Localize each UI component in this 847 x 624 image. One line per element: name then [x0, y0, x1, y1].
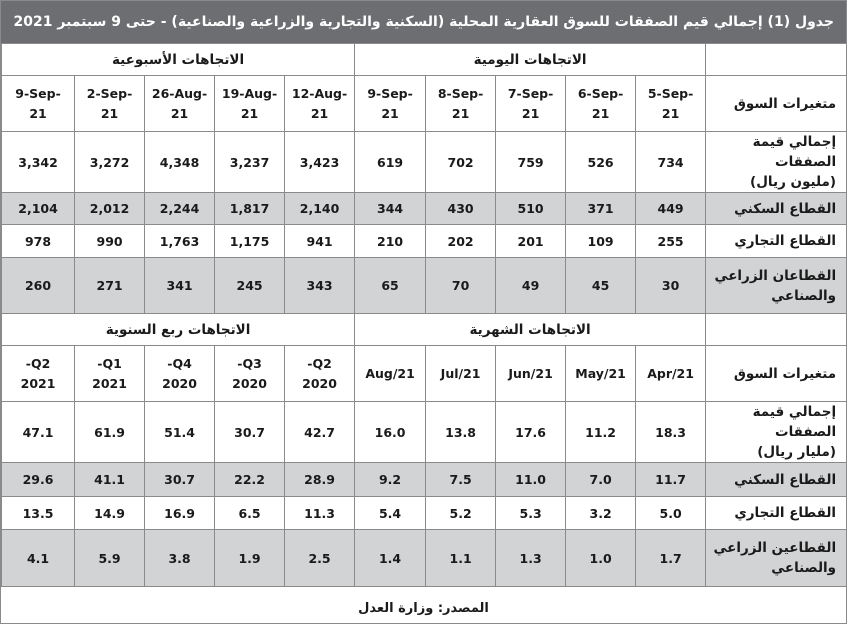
daily-col-header — [355, 76, 426, 132]
row-label-line: إجمالي قيمة الصفقات — [752, 134, 837, 170]
table-row — [2, 225, 847, 258]
monthly-col-header: Aug/21 — [355, 346, 426, 402]
quarterly-value-cell: 6.5 — [215, 497, 285, 530]
top-column-header-row — [2, 76, 847, 132]
monthly-value-cell: 11.7 — [636, 463, 706, 497]
daily-value-cell: 702 — [426, 132, 496, 193]
weekly-col-header — [145, 76, 215, 132]
daily-value-cell: 255 — [636, 225, 706, 258]
daily-col-header — [426, 76, 496, 132]
daily-value-cell: 526 — [566, 132, 636, 193]
weekly-col-header — [285, 76, 355, 132]
weekly-value-cell: 341 — [145, 258, 215, 314]
weekly-col-header-line: 26-Aug- — [151, 85, 208, 101]
quarterly-value-cell: 41.1 — [75, 463, 145, 497]
quarterly-col-header — [145, 346, 215, 402]
monthly-value-cell: 7.5 — [426, 463, 496, 497]
weekly-value-cell: 260 — [2, 258, 75, 314]
weekly-col-header-line: 12-Aug- — [291, 85, 348, 101]
quarterly-value-cell: 51.4 — [145, 402, 215, 463]
quarterly-trends-header: الاتجاهات ربع السنوية — [2, 314, 355, 346]
quarterly-value-cell: 13.5 — [2, 497, 75, 530]
weekly-col-header-line: 19-Aug- — [221, 85, 278, 101]
quarterly-col-header — [285, 346, 355, 402]
monthly-value-cell: 5.0 — [636, 497, 706, 530]
weekly-value-cell: 245 — [215, 258, 285, 314]
table-row — [2, 402, 847, 463]
daily-col-header-line: 6-Sep- — [577, 85, 624, 101]
monthly-value-cell: 1.0 — [566, 530, 636, 587]
weekly-value-cell: 3,237 — [215, 132, 285, 193]
bottom-group-header-row — [2, 314, 847, 346]
table-row — [2, 530, 847, 587]
weekly-value-cell: 978 — [2, 225, 75, 258]
row-label-line: والصناعي — [771, 287, 837, 304]
weekly-value-cell: 3,272 — [75, 132, 145, 193]
monthly-value-cell: 1.3 — [496, 530, 566, 587]
row-label-line: القطاع التجاري — [734, 505, 837, 521]
quarterly-col-header-line: 2020 — [162, 375, 197, 391]
quarterly-value-cell: 4.1 — [2, 530, 75, 587]
monthly-value-cell: 11.2 — [566, 402, 636, 463]
daily-value-cell: 510 — [496, 193, 566, 225]
monthly-value-cell: 16.0 — [355, 402, 426, 463]
weekly-col-header — [215, 76, 285, 132]
row-label-line: إجمالي قيمة الصفقات — [752, 404, 837, 440]
weekly-col-header-line: 2-Sep- — [86, 85, 133, 101]
quarterly-col-header-line: 2021 — [20, 375, 56, 391]
bottom-column-header-row — [2, 346, 847, 402]
daily-value-cell: 371 — [566, 193, 636, 225]
weekly-value-cell: 2,244 — [145, 193, 215, 225]
weekly-trends-header: الاتجاهات الأسبوعية — [2, 44, 355, 76]
monthly-value-cell: 3.2 — [566, 497, 636, 530]
weekly-value-cell: 1,763 — [145, 225, 215, 258]
quarterly-col-header — [75, 346, 145, 402]
daily-value-cell: 45 — [566, 258, 636, 314]
monthly-trends-header: الاتجاهات الشهرية — [355, 314, 706, 346]
daily-value-cell: 619 — [355, 132, 426, 193]
daily-value-cell: 65 — [355, 258, 426, 314]
quarterly-value-cell: 22.2 — [215, 463, 285, 497]
table-title: جدول (1) إجمالي قيم الصفقات للسوق العقارية المحلية (السكنية والتجارية والزراعية والصناعية) - حتى 9 سبتمبر 2021 — [1, 1, 846, 43]
row-label-line: (مليار ريال) — [757, 444, 837, 460]
monthly-col-header: Jun/21 — [496, 346, 566, 402]
row-label — [706, 132, 847, 193]
empty-corner-cell — [706, 44, 847, 76]
daily-col-header-line: 21 — [381, 105, 399, 121]
monthly-value-cell: 1.7 — [636, 530, 706, 587]
monthly-value-cell: 9.2 — [355, 463, 426, 497]
table-row — [2, 497, 847, 530]
quarterly-value-cell: 2.5 — [285, 530, 355, 587]
quarterly-col-header-line: 2021 — [92, 375, 127, 391]
monthly-value-cell: 13.8 — [426, 402, 496, 463]
quarterly-value-cell: 16.9 — [145, 497, 215, 530]
row-label — [706, 497, 847, 530]
quarterly-col-header-line: -Q3 — [237, 355, 262, 371]
weekly-value-cell: 1,175 — [215, 225, 285, 258]
quarterly-value-cell: 61.9 — [75, 402, 145, 463]
daily-value-cell: 30 — [636, 258, 706, 314]
quarterly-col-header — [2, 346, 75, 402]
monthly-value-cell: 7.0 — [566, 463, 636, 497]
row-label-line: القطاع السكني — [734, 471, 837, 488]
quarterly-value-cell: 5.9 — [75, 530, 145, 587]
weekly-col-header-line: 9-Sep- — [15, 85, 61, 101]
daily-trends-header: الاتجاهات اليومية — [355, 44, 706, 76]
quarterly-value-cell: 11.3 — [285, 497, 355, 530]
market-variables-label: متغيرات السوق — [706, 346, 847, 402]
daily-col-header-line: 9-Sep- — [367, 85, 413, 101]
weekly-value-cell: 4,348 — [145, 132, 215, 193]
daily-value-cell: 49 — [496, 258, 566, 314]
empty-corner-cell — [706, 314, 847, 346]
quarterly-col-header-line: 2020 — [302, 375, 337, 391]
weekly-value-cell: 941 — [285, 225, 355, 258]
weekly-value-cell: 2,140 — [285, 193, 355, 225]
weekly-value-cell: 2,012 — [75, 193, 145, 225]
monthly-col-header: Apr/21 — [636, 346, 706, 402]
daily-value-cell: 202 — [426, 225, 496, 258]
row-label — [706, 530, 847, 587]
table-row — [2, 132, 847, 193]
quarterly-value-cell: 29.6 — [2, 463, 75, 497]
weekly-col-header — [2, 76, 75, 132]
quarterly-value-cell: 28.9 — [285, 463, 355, 497]
quarterly-value-cell: 47.1 — [2, 402, 75, 463]
row-label-line: القطاعين الزراعي — [713, 540, 837, 556]
monthly-value-cell: 1.4 — [355, 530, 426, 587]
row-label-line: القطاعان الزراعي — [714, 267, 837, 284]
daily-col-header-line: 21 — [451, 105, 470, 121]
monthly-col-header: Jul/21 — [426, 346, 496, 402]
quarterly-value-cell: 1.9 — [215, 530, 285, 587]
weekly-value-cell: 343 — [285, 258, 355, 314]
quarterly-value-cell: 14.9 — [75, 497, 145, 530]
table-row — [2, 258, 847, 314]
monthly-value-cell: 11.0 — [496, 463, 566, 497]
daily-col-header — [566, 76, 636, 132]
daily-col-header-line: 21 — [521, 105, 540, 121]
table-row — [2, 463, 847, 497]
daily-value-cell: 70 — [426, 258, 496, 314]
daily-value-cell: 210 — [355, 225, 426, 258]
weekly-value-cell: 271 — [75, 258, 145, 314]
daily-col-header-line: 21 — [591, 105, 610, 121]
row-label — [706, 463, 847, 497]
weekly-col-header-line: 21 — [310, 105, 329, 121]
row-label — [706, 225, 847, 258]
daily-value-cell: 201 — [496, 225, 566, 258]
top-group-header-row — [2, 44, 847, 76]
daily-col-header-line: 8-Sep- — [437, 85, 484, 101]
row-label — [706, 193, 847, 225]
daily-col-header — [496, 76, 566, 132]
quarterly-value-cell: 3.8 — [145, 530, 215, 587]
weekly-value-cell: 990 — [75, 225, 145, 258]
row-label-line: (مليون ريال) — [750, 174, 837, 190]
quarterly-col-header-line: -Q4 — [167, 355, 192, 371]
quarterly-col-header-line: -Q1 — [97, 355, 122, 371]
daily-value-cell: 759 — [496, 132, 566, 193]
daily-value-cell: 430 — [426, 193, 496, 225]
source-note: المصدر: وزارة العدل — [358, 600, 489, 616]
daily-col-header-line: 21 — [661, 105, 680, 121]
row-label-line: القطاع السكني — [734, 200, 837, 217]
daily-value-cell: 449 — [636, 193, 706, 225]
transactions-table — [1, 43, 847, 587]
monthly-value-cell: 17.6 — [496, 402, 566, 463]
quarterly-col-header-line: 2020 — [232, 375, 267, 391]
weekly-col-header-line: 21 — [240, 105, 259, 121]
table-row — [2, 193, 847, 225]
daily-col-header-line: 7-Sep- — [507, 85, 554, 101]
monthly-value-cell: 5.2 — [426, 497, 496, 530]
daily-value-cell: 109 — [566, 225, 636, 258]
quarterly-col-header-line: -Q2 — [25, 355, 51, 371]
row-label-line: القطاع التجاري — [734, 233, 837, 249]
monthly-value-cell: 5.3 — [496, 497, 566, 530]
market-variables-label: متغيرات السوق — [706, 76, 847, 132]
row-label-line: والصناعي — [771, 560, 837, 576]
weekly-value-cell: 3,342 — [2, 132, 75, 193]
daily-value-cell: 344 — [355, 193, 426, 225]
weekly-col-header-line: 21 — [29, 105, 47, 121]
quarterly-col-header-line: -Q2 — [307, 355, 332, 371]
monthly-value-cell: 5.4 — [355, 497, 426, 530]
quarterly-value-cell: 30.7 — [145, 463, 215, 497]
weekly-col-header-line: 21 — [170, 105, 189, 121]
monthly-value-cell: 18.3 — [636, 402, 706, 463]
weekly-value-cell: 2,104 — [2, 193, 75, 225]
daily-value-cell: 734 — [636, 132, 706, 193]
weekly-col-header-line: 21 — [100, 105, 119, 121]
weekly-value-cell: 1,817 — [215, 193, 285, 225]
monthly-value-cell: 1.1 — [426, 530, 496, 587]
weekly-value-cell: 3,423 — [285, 132, 355, 193]
row-label — [706, 258, 847, 314]
daily-col-header — [636, 76, 706, 132]
quarterly-col-header — [215, 346, 285, 402]
daily-col-header-line: 5-Sep- — [647, 85, 694, 101]
monthly-col-header: May/21 — [566, 346, 636, 402]
quarterly-value-cell: 30.7 — [215, 402, 285, 463]
weekly-col-header — [75, 76, 145, 132]
row-label — [706, 402, 847, 463]
quarterly-value-cell: 42.7 — [285, 402, 355, 463]
